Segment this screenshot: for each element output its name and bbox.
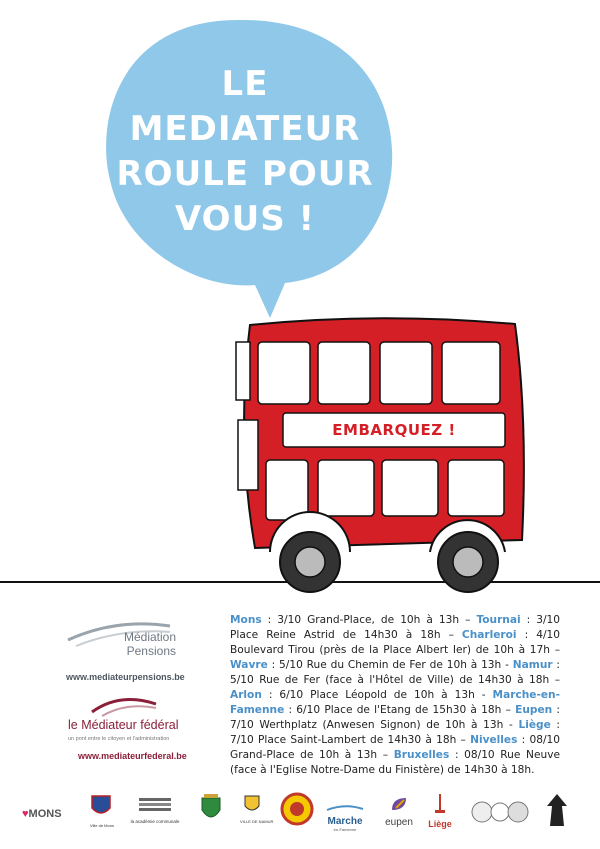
mediateur-federal-url[interactable]: www.mediateurfederal.be bbox=[78, 751, 187, 761]
charleroi-logo bbox=[280, 792, 314, 831]
schedule-details: : 3/10 Grand-Place, de 10h à 13h – bbox=[261, 614, 477, 626]
mediateur-federal-tagline: un pont entre le citoyen et l'administration bbox=[68, 736, 170, 742]
crest-icon bbox=[243, 794, 261, 814]
marche-caption: Marche bbox=[327, 816, 363, 827]
bus-banner-text: EMBARQUEZ ! bbox=[332, 421, 456, 439]
mediateur-federal-logo bbox=[90, 694, 160, 718]
mediation-pensions-name bbox=[86, 630, 176, 658]
headline bbox=[100, 62, 390, 242]
schedule-city: Arlon bbox=[230, 689, 262, 701]
namur-logo bbox=[240, 794, 274, 824]
crest-icon bbox=[90, 794, 112, 818]
headline-line-1: LE bbox=[221, 64, 269, 104]
marche-subcaption: en-Famenne bbox=[333, 827, 357, 832]
schedule-details: : 5/10 Rue de Fer (face à l'Hôtel de Ville) de 14h30 à 18h – bbox=[230, 659, 561, 686]
headline-line-3: ROULE POUR bbox=[116, 154, 374, 194]
heart-icon: ♥ bbox=[22, 808, 29, 820]
namur-caption: VILLE DE NAMUR bbox=[240, 819, 274, 824]
schedule-city: Marche-en-Famenne bbox=[230, 689, 560, 716]
liege-logo bbox=[425, 794, 455, 829]
academie-caption: la académie communale bbox=[130, 819, 180, 824]
mons-logo-text: MONS bbox=[28, 808, 62, 820]
footer-logos bbox=[20, 790, 580, 840]
schedule-details: : 6/10 Place Léopold de 10h à 13h - bbox=[261, 689, 493, 701]
mediateur-federal-name: le Médiateur fédéral bbox=[68, 718, 179, 732]
seals-icon bbox=[470, 800, 530, 824]
swoosh-icon bbox=[325, 805, 365, 811]
building-icon bbox=[135, 796, 175, 814]
nivelles-logo bbox=[470, 800, 530, 829]
marche-logo bbox=[320, 798, 370, 832]
schedule-city: Liège bbox=[518, 719, 551, 731]
bruxelles-logo bbox=[542, 792, 572, 835]
schedule-details: : 7/10 Werthplatz (Anwesen Signon) de 10h à 13h - bbox=[230, 704, 561, 731]
schedule-details: : 4/10 Boulevard Tirou (près de la Place Albert Ier) de 10h à 17h – bbox=[230, 629, 561, 656]
schedule-city: Nivelles bbox=[470, 734, 518, 746]
mons-logo bbox=[22, 808, 62, 820]
eupen-logo bbox=[382, 796, 416, 828]
schedule-city: Mons bbox=[230, 614, 262, 626]
tournai-logo bbox=[200, 794, 222, 829]
leaf-icon bbox=[388, 796, 410, 812]
schedule-details: : 3/10 Place Reine Astrid de 14h30 à 18h – bbox=[230, 614, 561, 641]
seal-icon bbox=[280, 792, 314, 826]
liege-caption: Liège bbox=[428, 819, 452, 829]
mp-line-2: Pensions bbox=[126, 644, 176, 658]
tour-schedule bbox=[230, 613, 560, 778]
headline-line-2: MEDIATEUR bbox=[129, 109, 361, 149]
schedule-city: Bruxelles bbox=[393, 749, 450, 761]
academie-logo bbox=[125, 796, 185, 824]
schedule-city: Tournai bbox=[476, 614, 521, 626]
mons-crest-caption: Ville de Mons bbox=[90, 823, 114, 828]
schedule-city: Eupen bbox=[515, 704, 553, 716]
schedule-details: : 08/10 Rue Neuve (face à l'Eglise Notre-Dame du Finistère) de 14h30 à 18h. bbox=[230, 749, 560, 776]
schedule-details: : 5/10 Rue du Chemin de Fer de 10h à 13h - bbox=[267, 659, 513, 671]
schedule-city: Namur bbox=[512, 659, 553, 671]
saint-michel-icon bbox=[542, 792, 572, 830]
headline-line-4: VOUS ! bbox=[174, 199, 316, 239]
mons-crest-logo bbox=[90, 794, 112, 828]
double-decker-bus bbox=[0, 300, 600, 600]
schedule-details: : 6/10 Place de l'Etang de 15h30 à 18h – bbox=[284, 704, 516, 716]
schedule-city: Charleroi bbox=[461, 629, 517, 641]
eupen-caption: eupen bbox=[385, 817, 413, 828]
shield-icon bbox=[200, 794, 222, 824]
mp-line-1: Médiation bbox=[123, 630, 176, 644]
schedule-details: : 08/10 Grand-Place de 10h à 13h – bbox=[230, 734, 560, 761]
schedule-details: : 7/10 Place Saint-Lambert de 14h30 à 18h – bbox=[230, 719, 560, 746]
mediateur-pensions-url[interactable]: www.mediateurpensions.be bbox=[66, 672, 185, 682]
perron-icon bbox=[433, 794, 447, 814]
schedule-city: Wavre bbox=[230, 659, 268, 671]
